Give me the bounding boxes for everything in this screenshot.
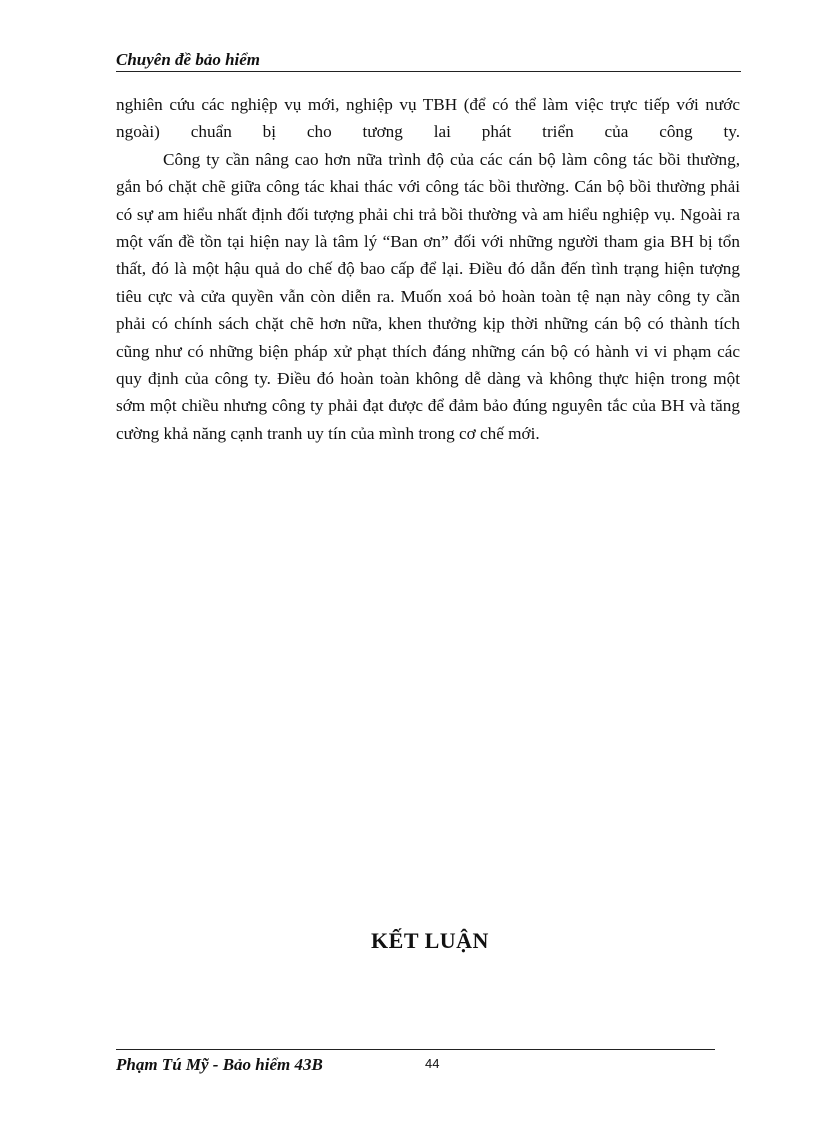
- footer-author: Phạm Tú Mỹ - Bảo hiểm 43B: [116, 1055, 323, 1074]
- body-text: [116, 91, 740, 447]
- paragraph-2: Công ty cần nâng cao hơn nữa trình độ của các cán bộ làm công tác bồi thường, gắn bó chặt chẽ giữa công tác khai thác với công tác bồi thường. Cán bộ bồi thường phải có sự am hiểu nhất định đối tượng phải chi trả bồi thường và am hiểu nghiệp vụ. Ngoài ra một vấn đề tồn tại hiện nay là tâm lý “Ban ơn” đối với những người tham gia BH bị tổn thất, đó là một hậu quả do chế độ bao cấp để lại. Điều đó dẫn đến tình trạng hiện tượng tiêu cực và cửa quyền vẫn còn diễn ra. Muốn xoá bỏ hoàn toàn tệ nạn này công ty cần phải có chính sách chặt chẽ hơn nữa, khen thưởng kịp thời những cán bộ có thành tích cũng như có những biện pháp xử phạt thích đáng những cán bộ có hành vi vi phạm các quy định của công ty. Điều đó hoàn toàn không dễ dàng và không thực hiện trong một sớm một chiều nhưng công ty phải đạt được để đảm bảo đúng nguyên tắc của BH và tăng cường khả năng cạnh tranh uy tín của mình trong cơ chế mới.: [116, 149, 740, 443]
- header-title: Chuyên đề bảo hiểm: [116, 50, 261, 69]
- page-number: 44: [425, 1056, 440, 1071]
- footer-divider: [116, 1049, 715, 1050]
- conclusion-heading: KẾT LUẬN: [371, 928, 489, 953]
- page-header: [116, 49, 741, 72]
- paragraph-1: nghiên cứu các nghiệp vụ mới, nghiệp vụ TBH (để có thể làm việc trực tiếp với nước ngoài) chuẩn bị cho tương lai phát triển của công ty.: [116, 95, 740, 142]
